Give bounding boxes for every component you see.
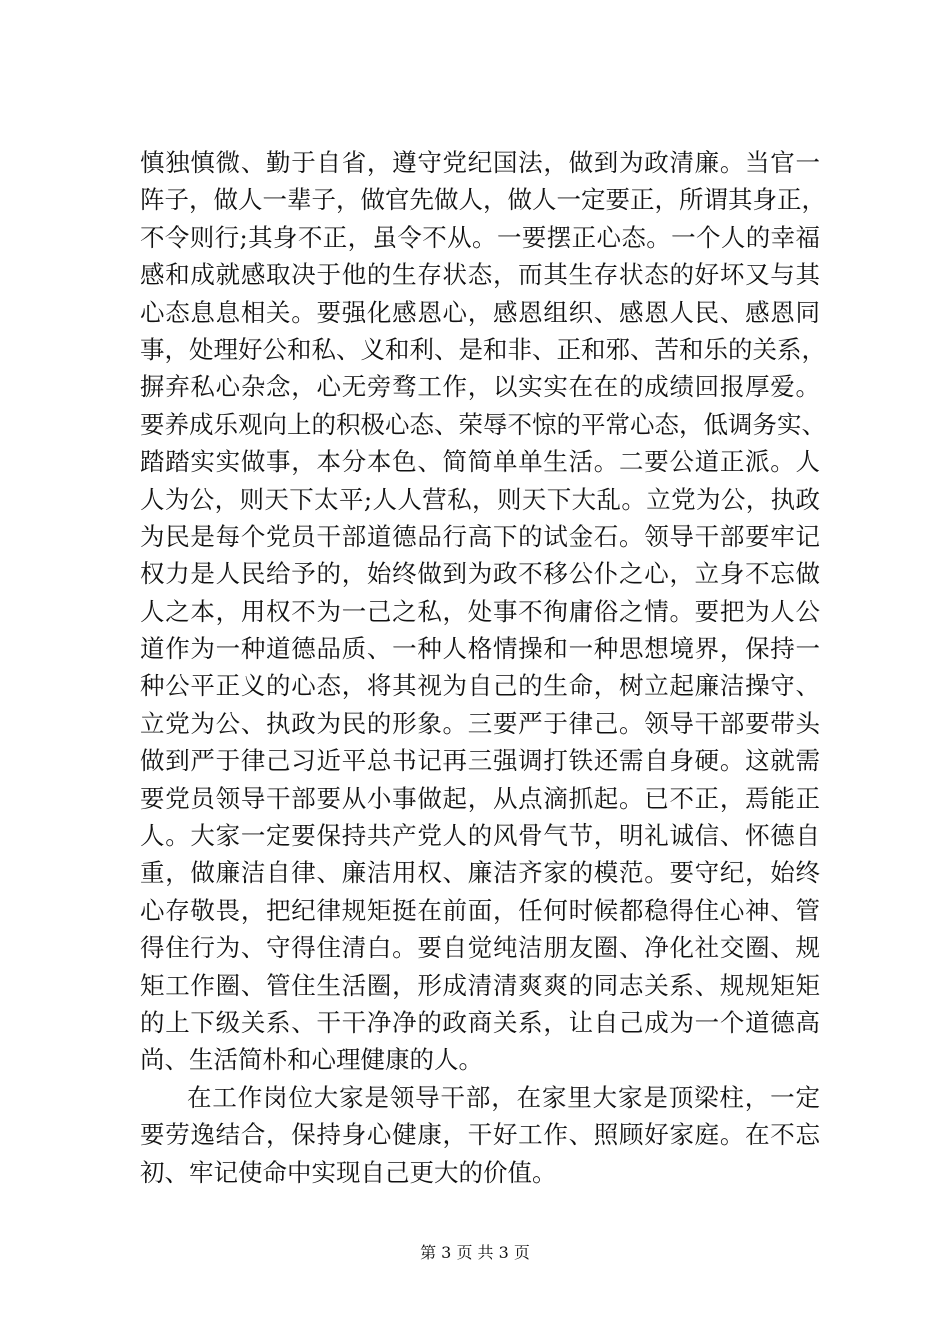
text-line: 摒弃私心杂念，心无旁骛工作，以实实在在的成绩回报厚爱。 — [140, 372, 820, 402]
text-line: 要劳逸结合，保持身心健康，干好工作、照顾好家庭。在不忘 — [140, 1120, 820, 1150]
text-line: 做到严于律己习近平总书记再三强调打铁还需自身硬。这就需 — [140, 746, 820, 776]
text-line: 立党为公、执政为民的形象。三要严于律己。领导干部要带头 — [140, 708, 820, 738]
text-line: 的上下级关系、干干净净的政商关系，让自己成为一个道德高 — [140, 1007, 820, 1037]
text-line: 慎独慎微、勤于自省，遵守党纪国法，做到为政清廉。当官一 — [140, 148, 820, 177]
text-line: 初、牢记使命中实现自己更大的价值。 — [140, 1157, 557, 1187]
text-line: 心存敬畏，把纪律规矩挺在前面，任何时候都稳得住心神、管 — [140, 895, 820, 925]
page-number-label: 第 3 页 共 3 页 — [420, 1243, 530, 1262]
body-text — [140, 144, 826, 1191]
text-line: 为民是每个党员干部道德品行高下的试金石。领导干部要牢记 — [140, 521, 820, 551]
text-line: 尚、生活简朴和心理健康的人。 — [140, 1045, 483, 1075]
text-line: 人。大家一定要保持共产党人的风骨气节，明礼诚信、怀德自 — [140, 821, 820, 851]
text-line: 重，做廉洁自律、廉洁用权、廉洁齐家的模范。要守纪，始终 — [140, 858, 820, 888]
text-line: 道作为一种道德品质、一种人格情操和一种思想境界，保持一 — [140, 634, 820, 664]
text-line: 踏踏实实做事，本分本色、简简单单生活。二要公道正派。人 — [140, 447, 820, 477]
text-line: 不令则行;其身不正，虽令不从。一要摆正心态。一个人的幸福 — [140, 222, 820, 252]
text-line: 在工作岗位大家是领导干部，在家里大家是顶梁柱，一定 — [187, 1082, 820, 1112]
text-line: 感和成就感取决于他的生存状态，而其生存状态的好坏又与其 — [140, 260, 820, 290]
text-line: 人为公，则天下太平;人人营私，则天下大乱。立党为公，执政 — [140, 484, 820, 514]
paragraph-2 — [140, 1079, 820, 1191]
paragraph-1 — [140, 144, 826, 1079]
page-footer — [0, 1243, 950, 1263]
text-line: 人之本，用权不为一己之私，处事不徇庸俗之情。要把为人公 — [140, 596, 820, 626]
text-line: 要养成乐观向上的积极心态、荣辱不惊的平常心态，低调务实、 — [140, 409, 826, 439]
text-line: 要党员领导干部要从小事做起，从点滴抓起。已不正，焉能正 — [140, 783, 820, 813]
text-line: 得住行为、守得住清白。要自觉纯洁朋友圈、净化社交圈、规 — [140, 933, 820, 963]
text-line: 阵子，做人一辈子，做官先做人，做人一定要正，所谓其身正， — [140, 185, 826, 215]
text-line: 事，处理好公和私、义和利、是和非、正和邪、苦和乐的关系， — [140, 334, 826, 364]
text-line: 种公平正义的心态，将其视为自己的生命，树立起廉洁操守、 — [140, 671, 820, 701]
text-line: 心态息息相关。要强化感恩心，感恩组织、感恩人民、感恩同 — [140, 297, 820, 327]
text-line: 权力是人民给予的，始终做到为政不移公仆之心，立身不忘做 — [140, 559, 820, 589]
text-line: 矩工作圈、管住生活圈，形成清清爽爽的同志关系、规规矩矩 — [140, 970, 820, 1000]
